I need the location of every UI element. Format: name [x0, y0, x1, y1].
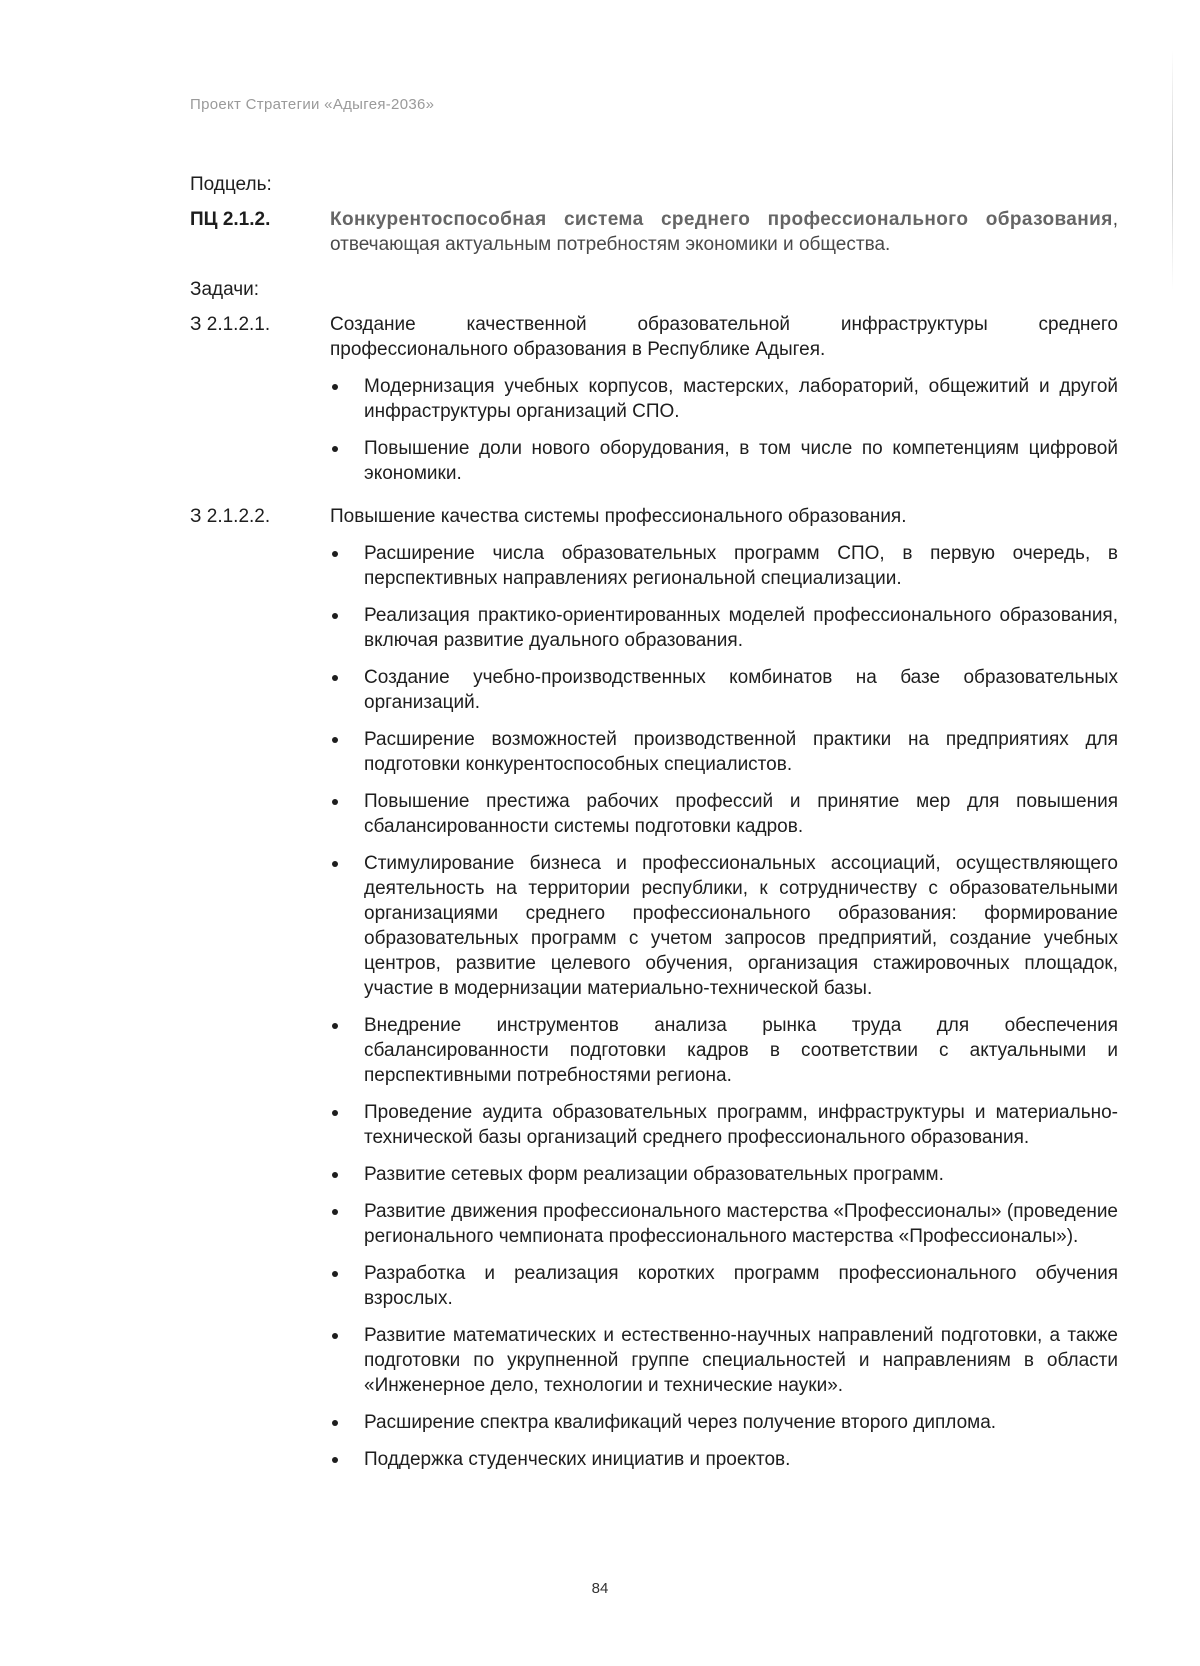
task-bullet-list — [190, 541, 1118, 1472]
bullet-icon — [332, 1457, 338, 1463]
list-item — [330, 1261, 1118, 1311]
bullet-icon — [332, 675, 338, 681]
bullet-icon — [332, 1110, 338, 1116]
list-item-text: Стимулирование бизнеса и профессиональных ассоциаций, осуществляющего деятельность на территории республики, к сотрудничеству с образовательными организациями среднего профессионального образования: формирование образовательных программ с учетом запросов предприятий, создание учебных центров, развитие целевого обучения, организация стажировочных площадок, участие в модернизации материально-технической базы. — [364, 853, 1118, 999]
list-item-text: Создание учебно-производственных комбинатов на базе образовательных организаций. — [364, 667, 1118, 713]
subgoal-title-rest: , отвечающая актуальным потребностям экономики и общества. — [330, 209, 1118, 255]
list-item-text: Внедрение инструментов анализа рынка труда для обеспечения сбалансированности подготовки кадров в соответствии с актуальными и перспективными потребностями региона. — [364, 1015, 1118, 1086]
page-number: 84 — [591, 1580, 609, 1597]
list-item — [330, 1323, 1118, 1398]
bullet-icon — [332, 446, 338, 452]
bullet-icon — [332, 1209, 338, 1215]
task-block — [190, 504, 1118, 1472]
bullet-icon — [332, 799, 338, 805]
list-item — [330, 1162, 1118, 1187]
task-text: Создание качественной образовательной инфраструктуры среднего профессионального образования в Республике Адыгея. — [330, 314, 1118, 360]
task-row — [190, 504, 1118, 529]
tasks-label: Задачи: — [190, 279, 260, 300]
task-bullet-list — [190, 374, 1118, 486]
subgoal-title-bold: Конкурентоспособная система среднего профессионального образования — [330, 209, 1113, 230]
bullet-icon — [332, 384, 338, 390]
list-item — [330, 851, 1118, 1001]
list-item-text: Реализация практико-ориентированных моделей профессионального образования, включая развитие дуального образования. — [364, 605, 1118, 651]
list-item — [330, 1013, 1118, 1088]
list-item-text: Модернизация учебных корпусов, мастерских, лабораторий, общежитий и другой инфраструктуры организаций СПО. — [364, 376, 1118, 422]
subgoal-row — [190, 207, 1118, 257]
list-item — [330, 665, 1118, 715]
bullet-icon — [332, 1172, 338, 1178]
list-item — [330, 1410, 1118, 1435]
scan-artifact-line — [1172, 50, 1173, 290]
task-code: З 2.1.2.2. — [190, 506, 271, 527]
subgoal-title — [330, 207, 1118, 257]
list-item-text: Развитие сетевых форм реализации образовательных программ. — [364, 1164, 944, 1185]
list-item — [330, 727, 1118, 777]
list-item — [330, 1199, 1118, 1249]
bullet-icon — [332, 613, 338, 619]
list-item — [330, 436, 1118, 486]
list-item — [330, 603, 1118, 653]
list-item-text: Повышение доли нового оборудования, в том числе по компетенциям цифровой экономики. — [364, 438, 1118, 484]
list-item — [330, 789, 1118, 839]
task-row — [190, 312, 1118, 362]
bullet-icon — [332, 1023, 338, 1029]
list-item — [330, 1447, 1118, 1472]
bullet-icon — [332, 737, 338, 743]
bullet-icon — [332, 861, 338, 867]
list-item-text: Поддержка студенческих инициатив и проектов. — [364, 1449, 791, 1470]
list-item — [330, 374, 1118, 424]
task-text: Повышение качества системы профессионального образования. — [330, 506, 907, 527]
bullet-icon — [332, 1420, 338, 1426]
task-block — [190, 312, 1118, 486]
list-item-text: Развитие математических и естественно-научных направлений подготовки, а также подготовки по укрупненной группе специальностей и направлениям в области «Инженерное дело, технологии и технические науки». — [364, 1325, 1118, 1396]
running-header: Проект Стратегии «Адыгея-2036» — [190, 96, 435, 113]
list-item — [330, 541, 1118, 591]
task-code: З 2.1.2.1. — [190, 314, 271, 335]
bullet-icon — [332, 1333, 338, 1339]
list-item-text: Расширение числа образовательных программ СПО, в первую очередь, в перспективных направлениях региональной специализации. — [364, 543, 1118, 589]
list-item-text: Повышение престижа рабочих профессий и принятие мер для повышения сбалансированности системы подготовки кадров. — [364, 791, 1118, 837]
list-item-text: Проведение аудита образовательных программ, инфраструктуры и материально-технической базы организаций среднего профессионального образования. — [364, 1102, 1118, 1148]
document-content — [190, 172, 1118, 1472]
list-item-text: Расширение спектра квалификаций через получение второго диплома. — [364, 1412, 997, 1433]
list-item-text: Развитие движения профессионального мастерства «Профессионалы» (проведение регионального чемпионата профессионального мастерства «Профессионалы»). — [364, 1201, 1118, 1247]
subgoal-code: ПЦ 2.1.2. — [190, 209, 271, 230]
bullet-icon — [332, 1271, 338, 1277]
bullet-icon — [332, 551, 338, 557]
subgoal-label: Подцель: — [190, 174, 272, 195]
list-item-text: Расширение возможностей производственной практики на предприятиях для подготовки конкурентоспособных специалистов. — [364, 729, 1118, 775]
list-item-text: Разработка и реализация коротких программ профессионального обучения взрослых. — [364, 1263, 1118, 1309]
list-item — [330, 1100, 1118, 1150]
